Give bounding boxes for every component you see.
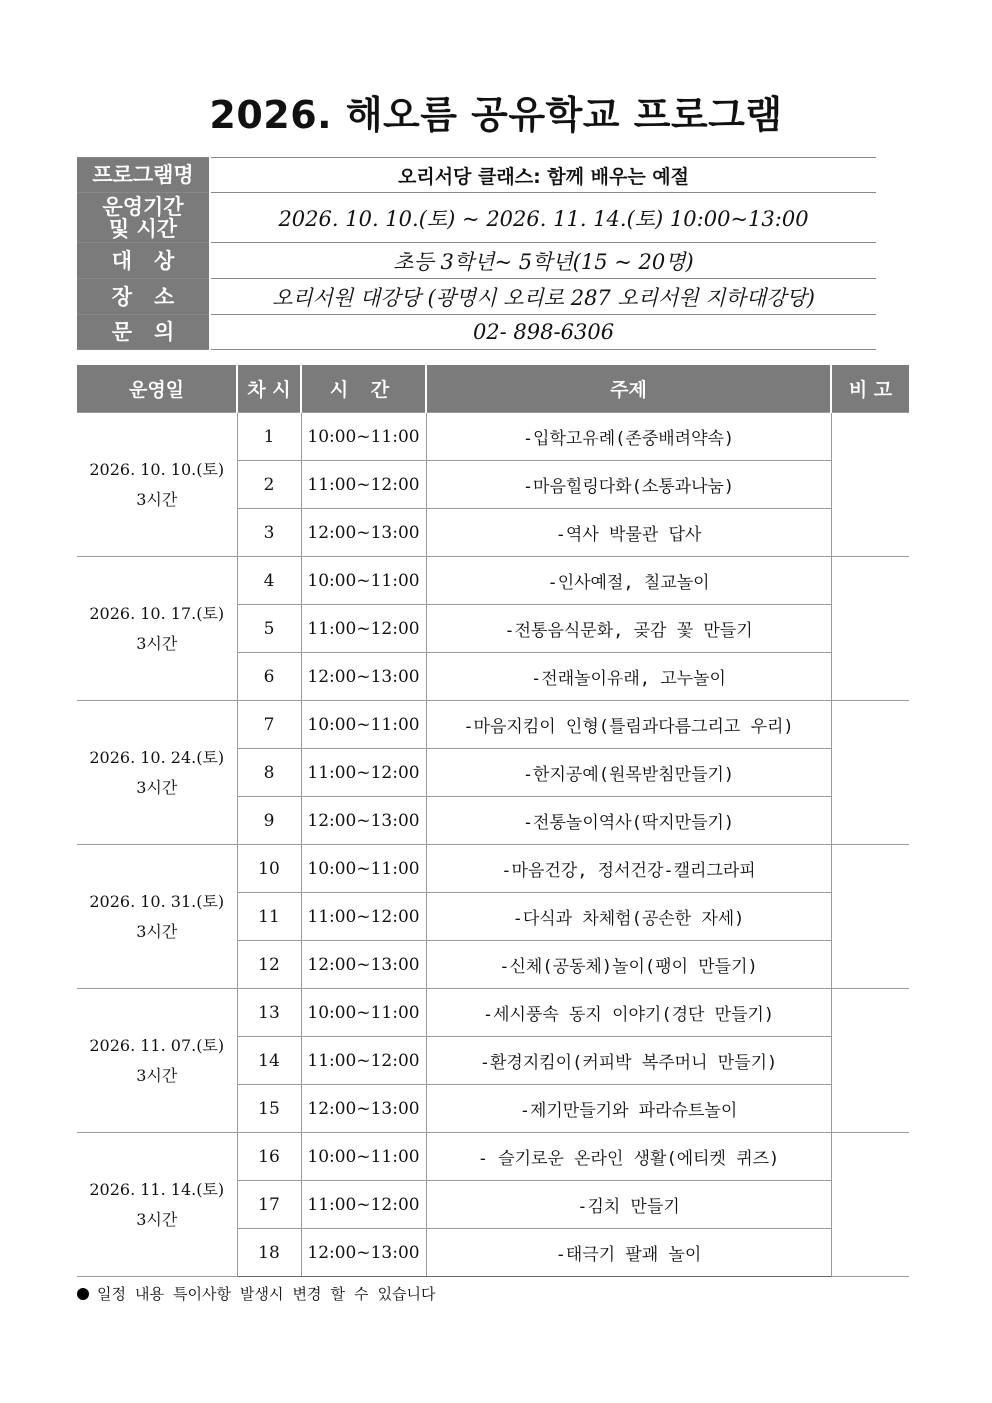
day-cell bbox=[77, 989, 237, 1133]
session-time: 12:00~13:00 bbox=[301, 941, 426, 989]
day-hours: 3시간 bbox=[136, 1209, 178, 1229]
session-number: 8 bbox=[237, 749, 301, 797]
session-number: 11 bbox=[237, 893, 301, 941]
info-row-contact bbox=[77, 315, 876, 350]
session-topic: -인사예절, 칠교놀이 bbox=[426, 557, 831, 605]
note-cell bbox=[831, 557, 909, 701]
session-time: 10:00~11:00 bbox=[301, 1133, 426, 1181]
table-row bbox=[77, 701, 909, 749]
session-time: 11:00~12:00 bbox=[301, 1181, 426, 1229]
session-topic: -마음지킴이 인형(틀림과다름그리고 우리) bbox=[426, 701, 831, 749]
session-topic: -환경지킴이(커피박 복주머니 만들기) bbox=[426, 1037, 831, 1085]
session-time: 12:00~13:00 bbox=[301, 797, 426, 845]
session-number: 3 bbox=[237, 509, 301, 557]
day-date: 2026. 10. 24.(토) bbox=[89, 747, 225, 767]
header-topic: 주제 bbox=[426, 365, 831, 413]
header-session: 차 시 bbox=[237, 365, 301, 413]
day-hours: 3시간 bbox=[136, 489, 178, 509]
program-label: 프로그램명 bbox=[77, 158, 210, 193]
session-time: 10:00~11:00 bbox=[301, 845, 426, 893]
day-date: 2026. 10. 10.(토) bbox=[89, 459, 225, 479]
period-label-line2: 및 시간 bbox=[108, 216, 178, 241]
header-date: 운영일 bbox=[77, 365, 237, 413]
period-value: 2026. 10. 10.(토) ~ 2026. 11. 14.(토) 10:00~13:00 bbox=[210, 193, 876, 243]
session-time: 12:00~13:00 bbox=[301, 509, 426, 557]
footnote-text: 일정 내용 특이사항 발생시 변경 할 수 있습니다 bbox=[97, 1285, 436, 1303]
session-topic: -마음건강, 정서건강-캘리그라피 bbox=[426, 845, 831, 893]
note-cell bbox=[831, 1133, 909, 1277]
header-time: 시 간 bbox=[301, 365, 426, 413]
info-row-period bbox=[77, 193, 876, 243]
note-cell bbox=[831, 413, 909, 557]
session-topic: -전통놀이역사(딱지만들기) bbox=[426, 797, 831, 845]
info-row-target bbox=[77, 243, 876, 279]
day-cell bbox=[77, 1133, 237, 1277]
session-number: 12 bbox=[237, 941, 301, 989]
session-number: 17 bbox=[237, 1181, 301, 1229]
session-number: 16 bbox=[237, 1133, 301, 1181]
session-topic: -입학고유례(존중배려약속) bbox=[426, 413, 831, 461]
session-time: 11:00~12:00 bbox=[301, 605, 426, 653]
session-number: 1 bbox=[237, 413, 301, 461]
info-row-program bbox=[77, 158, 876, 193]
session-topic: -태극기 팔괘 놀이 bbox=[426, 1229, 831, 1277]
session-topic: -역사 박물관 답사 bbox=[426, 509, 831, 557]
footnote bbox=[77, 1283, 436, 1304]
target-label: 대상 bbox=[111, 248, 197, 273]
session-number: 2 bbox=[237, 461, 301, 509]
day-cell bbox=[77, 413, 237, 557]
day-cell bbox=[77, 845, 237, 989]
table-row bbox=[77, 413, 909, 461]
day-date: 2026. 11. 14.(토) bbox=[89, 1179, 225, 1199]
day-date: 2026. 11. 07.(토) bbox=[89, 1035, 225, 1055]
table-row bbox=[77, 989, 909, 1037]
day-date: 2026. 10. 17.(토) bbox=[89, 603, 225, 623]
session-number: 5 bbox=[237, 605, 301, 653]
session-topic: -세시풍속 동지 이야기(경단 만들기) bbox=[426, 989, 831, 1037]
note-cell bbox=[831, 989, 909, 1133]
note-cell bbox=[831, 845, 909, 989]
bullet-icon bbox=[77, 1288, 89, 1300]
table-row bbox=[77, 1133, 909, 1181]
table-row bbox=[77, 557, 909, 605]
session-time: 11:00~12:00 bbox=[301, 893, 426, 941]
contact-value: 02- 898-6306 bbox=[210, 315, 876, 350]
session-time: 12:00~13:00 bbox=[301, 1085, 426, 1133]
session-time: 12:00~13:00 bbox=[301, 653, 426, 701]
session-number: 4 bbox=[237, 557, 301, 605]
session-topic: -전래놀이유래, 고누놀이 bbox=[426, 653, 831, 701]
schedule-body bbox=[77, 413, 909, 1277]
session-topic: - 슬기로운 온라인 생활(에티켓 퀴즈) bbox=[426, 1133, 831, 1181]
session-time: 11:00~12:00 bbox=[301, 461, 426, 509]
session-topic: -신체(공동체)놀이(팽이 만들기) bbox=[426, 941, 831, 989]
schedule-header-row bbox=[77, 365, 909, 413]
session-number: 7 bbox=[237, 701, 301, 749]
place-value: 오리서원 대강당 (광명시 오리로 287 오리서원 지하대강당) bbox=[210, 279, 876, 315]
day-hours: 3시간 bbox=[136, 921, 178, 941]
session-topic: -전통음식문화, 곶감 꽃 만들기 bbox=[426, 605, 831, 653]
info-row-place bbox=[77, 279, 876, 315]
session-topic: -제기만들기와 파라슈트놀이 bbox=[426, 1085, 831, 1133]
session-number: 15 bbox=[237, 1085, 301, 1133]
period-label-line1: 운영기간 bbox=[102, 194, 184, 219]
session-number: 14 bbox=[237, 1037, 301, 1085]
session-topic: -김치 만들기 bbox=[426, 1181, 831, 1229]
schedule-table bbox=[77, 365, 909, 1277]
session-topic: -한지공예(원목받침만들기) bbox=[426, 749, 831, 797]
session-time: 10:00~11:00 bbox=[301, 557, 426, 605]
session-number: 10 bbox=[237, 845, 301, 893]
session-time: 10:00~11:00 bbox=[301, 413, 426, 461]
session-time: 11:00~12:00 bbox=[301, 749, 426, 797]
page-title: 2026. 해오름 공유학교 프로그램 bbox=[209, 93, 783, 137]
session-time: 10:00~11:00 bbox=[301, 701, 426, 749]
session-number: 9 bbox=[237, 797, 301, 845]
session-topic: -마음힐링다화(소통과나눔) bbox=[426, 461, 831, 509]
session-number: 6 bbox=[237, 653, 301, 701]
session-number: 13 bbox=[237, 989, 301, 1037]
session-time: 10:00~11:00 bbox=[301, 989, 426, 1037]
session-topic: -다식과 차체험(공손한 자세) bbox=[426, 893, 831, 941]
day-cell bbox=[77, 557, 237, 701]
day-hours: 3시간 bbox=[136, 777, 178, 797]
program-value: 오리서당 클래스: 함께 배우는 예절 bbox=[210, 158, 876, 193]
note-cell bbox=[831, 701, 909, 845]
target-value: 초등 3학년~ 5학년(15 ~ 20명) bbox=[210, 243, 876, 279]
place-label: 장소 bbox=[111, 284, 197, 309]
period-label bbox=[77, 193, 210, 243]
contact-label: 문의 bbox=[111, 320, 197, 344]
day-hours: 3시간 bbox=[136, 633, 178, 653]
day-date: 2026. 10. 31.(토) bbox=[89, 891, 225, 911]
day-hours: 3시간 bbox=[136, 1065, 178, 1085]
session-time: 12:00~13:00 bbox=[301, 1229, 426, 1277]
session-number: 18 bbox=[237, 1229, 301, 1277]
header-note: 비 고 bbox=[831, 365, 909, 413]
program-info-table bbox=[77, 157, 876, 350]
table-row bbox=[77, 845, 909, 893]
day-cell bbox=[77, 701, 237, 845]
session-time: 11:00~12:00 bbox=[301, 1037, 426, 1085]
